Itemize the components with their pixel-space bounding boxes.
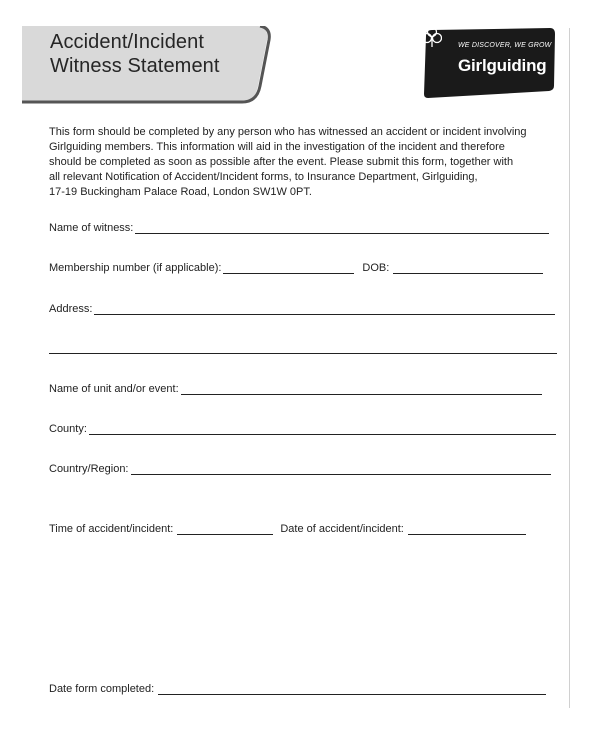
accident-time-field[interactable]: [177, 525, 273, 535]
country-region-field[interactable]: [131, 465, 551, 475]
title-banner: [22, 26, 272, 102]
address-field-line1[interactable]: [94, 305, 555, 315]
intro-line: 17-19 Buckingham Palace Road, London SW1W 0PT.: [49, 186, 312, 198]
logo-tagline: WE DISCOVER, WE GROW: [458, 42, 552, 49]
unit-event-field[interactable]: [181, 385, 542, 395]
intro-line: should be completed as soon as possible after the event. Please submit this form, together with: [49, 156, 514, 168]
witness-name-field[interactable]: [135, 224, 549, 234]
county-row: [49, 423, 556, 435]
accident-date-field[interactable]: [408, 525, 526, 535]
intro-paragraph: [49, 125, 564, 200]
intro-line: This form should be completed by any person who has witnessed an accident or incident involving: [49, 126, 527, 138]
county-field[interactable]: [89, 425, 556, 435]
accident-time-label: Time of accident/incident:: [49, 523, 174, 535]
unit-event-label: Name of unit and/or event:: [49, 383, 179, 395]
accident-time-row: [49, 523, 526, 535]
dob-field[interactable]: [393, 264, 543, 274]
page-title-line2: Witness Statement: [50, 55, 220, 77]
date-completed-label: Date form completed:: [49, 683, 155, 695]
logo-name: Girlguiding: [458, 56, 547, 75]
address-field-line2[interactable]: [49, 353, 557, 354]
country-region-label: Country/Region:: [49, 463, 129, 475]
county-label: County:: [49, 423, 87, 435]
trefoil-icon: [422, 26, 442, 48]
date-completed-row: [49, 683, 546, 695]
membership-number-label: Membership number (if applicable):: [49, 262, 222, 274]
address-label: Address:: [49, 303, 93, 315]
dob-label: DOB:: [362, 262, 390, 274]
witness-name-row: [49, 222, 549, 234]
page-title-line1: Accident/Incident: [50, 31, 205, 53]
date-completed-field[interactable]: [158, 685, 546, 695]
girlguiding-logo: [422, 26, 555, 98]
accident-date-label: Date of accident/incident:: [280, 523, 404, 535]
membership-number-field[interactable]: [223, 264, 354, 274]
intro-line: all relevant Notification of Accident/Incident forms, to Insurance Department, Girlguiding,: [49, 171, 478, 183]
page-edge-rule: [569, 28, 570, 708]
intro-line: Girlguiding members. This information will aid in the investigation of the incident and therefore: [49, 141, 505, 153]
address-row: [49, 303, 555, 315]
witness-name-label: Name of witness:: [49, 222, 134, 234]
unit-event-row: [49, 383, 542, 395]
country-region-row: [49, 463, 551, 475]
membership-row: [49, 262, 543, 274]
